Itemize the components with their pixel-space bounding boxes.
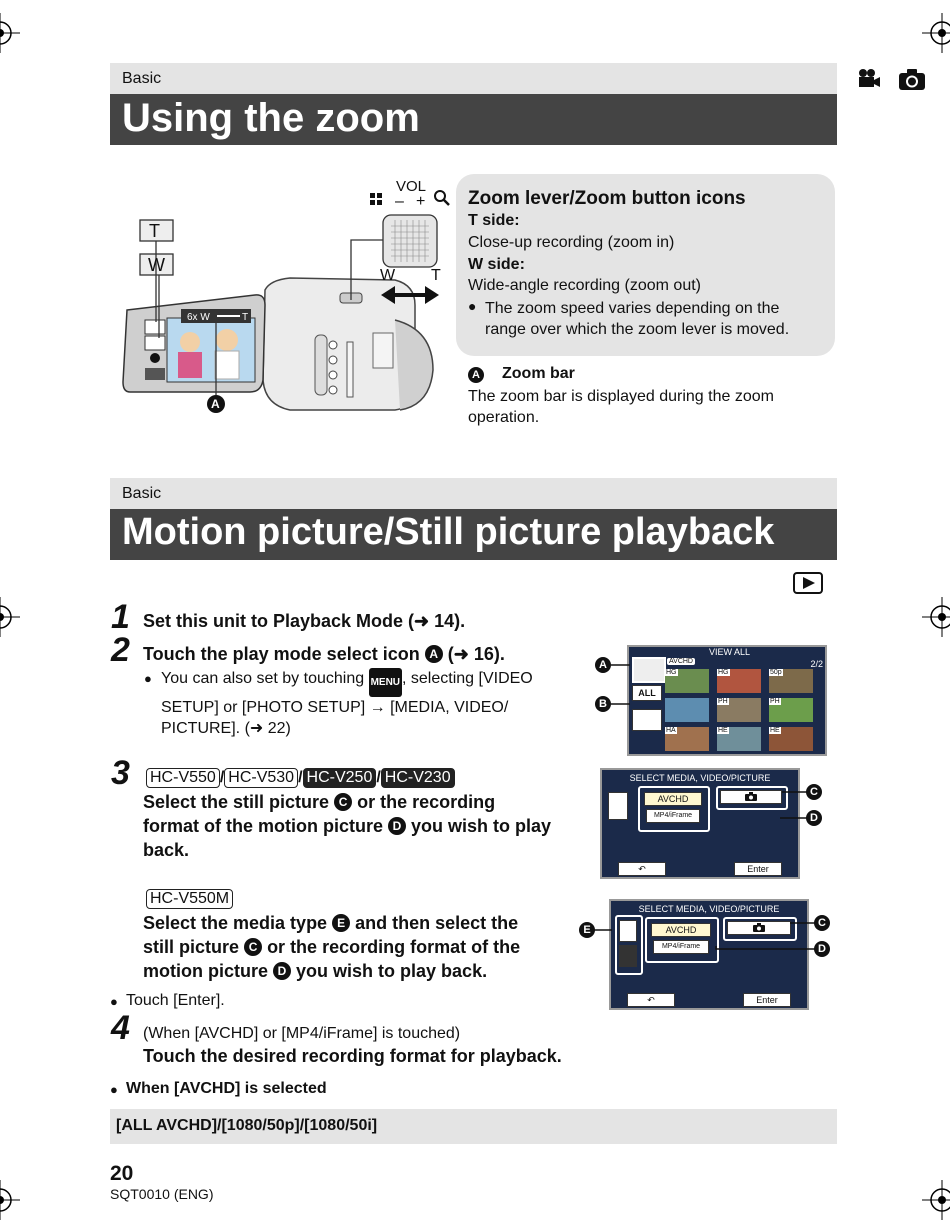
section2-category: Basic [122,485,162,502]
vol-label: VOL [396,178,427,195]
view-all-screen [627,645,827,756]
screen3-back-button[interactable]: ↶ [627,993,675,1007]
step3a-text-1: Select the still picture [143,792,330,812]
screen3-enter-button[interactable]: Enter [743,993,791,1007]
camera-icon [745,792,757,801]
crop-mark-mid-right [922,597,950,637]
step3b-text [143,911,553,983]
section2-title-bar [110,509,837,560]
infobox-w-side-text: Wide-angle recording (zoom out) [468,277,701,294]
still-camera-icon [898,67,926,91]
screen1-all-button[interactable]: ALL [632,685,662,701]
marker-c: C [334,793,352,811]
screen3-callout-d: D [814,941,830,957]
touch-enter: Touch [Enter]. [126,992,225,1009]
zoom-icons-infobox [456,174,835,356]
step3a-text-3: you wish to play back. [143,816,552,860]
menu-icon: MENU [369,668,402,697]
lever-w-label: W [380,267,396,284]
camera-zoom-figure [115,170,455,420]
screen3-title: SELECT MEDIA, VIDEO/PICTURE [638,904,780,914]
avchd-selected: When [AVCHD] is selected [126,1080,327,1097]
step3b-text-1: Select the media type [143,913,328,933]
section1-title: Using the zoom [122,96,420,140]
play-icon [793,572,823,594]
infobox-t-side-text: Close-up recording (zoom in) [468,234,675,251]
marker-c: C [244,938,262,956]
screen3-callout-e: E [579,922,595,938]
model-hc-v550: HC-V550 [146,768,220,788]
screen1-callout-a: A [595,657,611,673]
section2-category-bar [110,478,837,509]
section1-category-bar [110,63,837,94]
marker-d: D [388,817,406,835]
motion-picture-icon [856,68,882,90]
avchd-selected-dot: ● [110,1082,118,1097]
zoombar-label: Zoom bar [502,365,575,382]
step4-sub: (When [AVCHD] or [MP4/iFrame] is touched) [143,1025,461,1042]
screen1-page: 2/2 [810,659,823,669]
zoombar-text: The zoom bar is displayed during the zoom operation. [468,388,774,426]
crop-mark-top-left [0,13,20,53]
step1-number: 1 [111,598,130,636]
screen2-enter-button[interactable]: Enter [734,862,782,876]
screen1-avchd-tag: AVCHD [669,658,693,665]
thumb-badge: PH [770,698,780,705]
step2-number: 2 [111,631,130,669]
thumbnail[interactable] [665,698,709,722]
screen2-mp4-button[interactable]: MP4/iFrame [646,809,700,823]
model-hc-v530: HC-V530 [224,768,298,788]
step4-text: Touch the desired recording format for playback. [143,1046,562,1066]
model-separator: / [219,769,225,786]
infobox-heading: Zoom lever/Zoom button icons [468,188,746,209]
screen2-callout-d: D [806,810,822,826]
screen1-highlight-button[interactable] [632,709,662,731]
screen2-callout-c: C [806,784,822,800]
step2-marker-a: A [425,645,443,663]
step2-text-b: (➜ 16). [447,644,505,664]
crop-mark-top-right [922,13,950,53]
screen3-leader-lines [594,920,824,955]
thumb-badge: HA [666,727,676,734]
step2-line [143,644,505,665]
infobox-w-side-label: W side: [468,256,525,273]
infobox-bullet: The zoom speed varies depending on the range over which the zoom lever is moved. [485,300,790,338]
screen3-callout-c: C [814,915,830,931]
lever-t-label: T [431,267,441,284]
crop-mark-bottom-right [922,1180,950,1220]
select-media-screen [600,768,800,879]
step2-bullet-a: You can also set by touching [161,670,365,687]
infobox-t-side-label: T side: [468,212,520,229]
screen2-avchd-button[interactable]: AVCHD [644,792,702,806]
screen3-mp4-button[interactable]: MP4/iFrame [653,940,709,954]
step3b-model [146,889,233,909]
marker-e: E [332,914,350,932]
screen2-still-picture-button[interactable] [720,790,782,804]
avchd-options: [ALL AVCHD]/[1080/50p]/[1080/50i] [116,1117,378,1134]
vol-plus-label: + [416,193,426,210]
step1-text: Set this unit to Playback Mode (➜ 14). [143,611,466,631]
zoombar-marker: A [468,367,484,383]
avchd-options-bar [110,1109,837,1144]
step3-number: 3 [111,754,130,792]
screen2-media-button[interactable] [608,792,628,820]
thumb-badge: PH [718,698,728,705]
svg-text:T: T [242,312,249,323]
svg-text:6x W: 6x W [187,312,210,323]
marker-d: D [273,962,291,980]
figure-callout-a: A [211,397,220,411]
screen2-title: SELECT MEDIA, VIDEO/PICTURE [629,773,771,783]
step4-number: 4 [111,1009,130,1047]
crop-mark-bottom-left [0,1180,20,1220]
vol-minus-label: – [395,193,404,210]
step3b-text-4: you wish to play back. [296,961,488,981]
step2-bullet-b: , selecting [VIDEO SETUP] or [PHOTO SETUP] → [MEDIA, VIDEO/ PICTURE]. (➜ 22) [161,670,533,737]
crop-mark-mid-left [0,597,20,637]
touch-enter-dot: ● [110,994,118,1009]
step3b-text-3: or the recording format of the motion picture [143,937,521,981]
model-separator: / [376,769,381,786]
infobox-bullet-dot: ● [468,298,477,314]
screen1-leader-lines [608,660,648,710]
section1-title-bar [110,94,837,145]
model-hc-v230: HC-V230 [381,768,455,788]
section1-category: Basic [122,70,162,87]
step3a-text [143,790,553,862]
section2-title: Motion picture/Still picture playback [122,511,775,553]
screen1-callout-b: B [595,696,611,712]
step2-text-a: Touch the play mode select icon [143,644,420,664]
model-hc-v250: HC-V250 [303,768,377,788]
thumb-badge: HG [718,669,729,676]
screen3-avchd-button[interactable]: AVCHD [651,923,711,937]
screen2-back-button[interactable]: ↶ [618,862,666,876]
model-separator: / [298,769,303,786]
document-code: SQT0010 (ENG) [110,1186,214,1202]
step3a-text-2: or the recording format of the motion picture [143,792,496,836]
thumb-grid [665,669,815,751]
step3-model-list [146,768,455,788]
thumb-badge: HG [666,669,677,676]
t-button-label: T [149,221,160,241]
thumb-badge: HE [770,727,780,734]
w-button-label: W [148,255,165,275]
thumb-badge: 50p [770,669,782,676]
step2-bullet [161,668,556,739]
thumb-badge: HE [718,727,728,734]
screen1-title: VIEW ALL [709,647,751,657]
step2-bullet-dot: ● [144,671,152,686]
step3b-text-2: and then select the still picture [143,913,519,957]
page-number: 20 [110,1162,134,1185]
model-hc-v550m: HC-V550M [146,889,233,909]
